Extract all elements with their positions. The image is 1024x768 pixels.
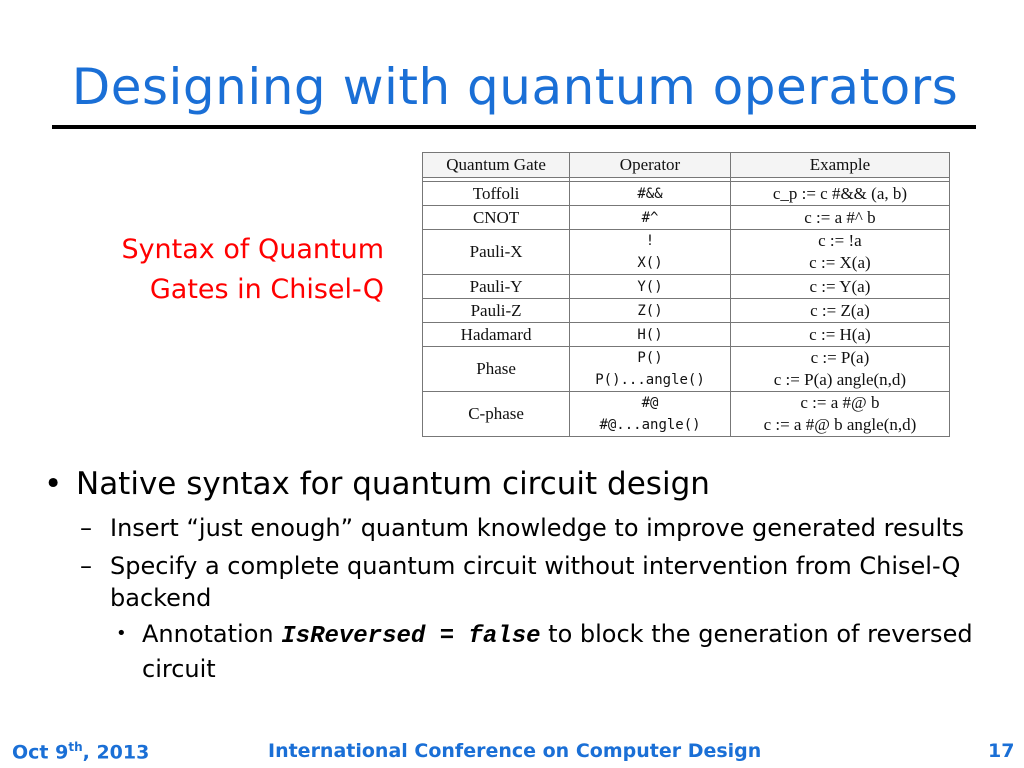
- example-cell: [730, 182, 949, 206]
- example-cell: [730, 230, 949, 275]
- table-row: [423, 299, 950, 323]
- example-line: c := Y(a): [809, 276, 871, 296]
- example-line: c_p := c #&& (a, b): [772, 183, 908, 203]
- example-line: c := a #@ b: [800, 393, 880, 412]
- table-row: [423, 206, 950, 230]
- header-operator: Operator: [570, 153, 731, 178]
- gate-name-cell: Pauli-X: [423, 230, 570, 275]
- operator-cell: [570, 323, 731, 347]
- table-row: [423, 182, 950, 206]
- example-line: c := !a: [818, 231, 862, 250]
- operator-line: H(): [637, 326, 663, 343]
- gate-name-cell: Pauli-Z: [423, 299, 570, 323]
- title-underline: [52, 125, 976, 129]
- footer-date-prefix: Oct 9: [12, 741, 69, 764]
- example-line: c := a #@ b angle(n,d): [763, 415, 917, 434]
- gate-name-cell: Pauli-Y: [423, 275, 570, 299]
- table-row: [423, 275, 950, 299]
- footer-conference: International Conference on Computer Design: [268, 740, 762, 762]
- table-row: [423, 392, 950, 437]
- operator-cell: [570, 182, 731, 206]
- bullet-native-syntax: • Native syntax for quantum circuit design: [44, 466, 710, 502]
- example-line: c := Z(a): [810, 300, 870, 320]
- slide-title: Designing with quantum operators: [71, 58, 959, 116]
- example-cell: [730, 206, 949, 230]
- annotation-code: IsReversed = false: [281, 623, 541, 650]
- example-line: c := P(a) angle(n,d): [773, 370, 907, 389]
- footer-date: [12, 740, 149, 763]
- operator-line: Y(): [637, 278, 663, 295]
- gate-name-cell: Toffoli: [423, 182, 570, 206]
- sub-sub-bullet-annotation: • Annotation IsReversed = false to block the generation of reversed circuit: [116, 620, 973, 683]
- operator-cell: [570, 206, 731, 230]
- example-cell: [730, 392, 949, 437]
- bullet-text: Native syntax for quantum circuit design: [76, 466, 710, 502]
- gate-name-cell: Hadamard: [423, 323, 570, 347]
- operator-line: P(): [637, 350, 663, 366]
- table-row: [423, 323, 950, 347]
- operator-line: P()...angle(): [595, 372, 705, 388]
- table-row: [423, 230, 950, 275]
- gate-name-cell: Phase: [423, 347, 570, 392]
- operator-line: #@: [641, 395, 659, 411]
- operator-line: !: [645, 233, 655, 249]
- gate-name-cell: CNOT: [423, 206, 570, 230]
- quantum-gates-table: [422, 152, 950, 437]
- gate-name-cell: C-phase: [423, 392, 570, 437]
- sub-bullet-text: Specify a complete quantum circuit without intervention from Chisel-Q backend: [110, 552, 961, 612]
- operator-line: X(): [637, 255, 663, 271]
- header-example: Example: [730, 153, 949, 178]
- operator-line: Z(): [637, 302, 663, 319]
- example-cell: [730, 275, 949, 299]
- header-quantum-gate: Quantum Gate: [423, 153, 570, 178]
- operator-cell: [570, 347, 731, 392]
- sub-bullet-insert-knowledge: – Insert “just enough” quantum knowledge to improve generated results: [80, 514, 965, 542]
- footer-date-suffix: , 2013: [82, 741, 150, 764]
- bullet-list: [44, 462, 1004, 685]
- example-cell: [730, 323, 949, 347]
- operator-line: #^: [641, 209, 659, 226]
- table-caption: [60, 230, 384, 310]
- footer-date-sup: th: [68, 740, 83, 754]
- operator-cell: [570, 299, 731, 323]
- example-cell: [730, 299, 949, 323]
- operator-cell: [570, 392, 731, 437]
- caption-line-1: Syntax of Quantum: [121, 234, 384, 265]
- footer-page-number: 17: [988, 740, 1015, 762]
- operator-cell: [570, 275, 731, 299]
- example-line: c := P(a): [810, 348, 870, 367]
- example-cell: [730, 347, 949, 392]
- sub-bullet-specify-circuit: – Specify a complete quantum circuit without intervention from Chisel-Q backend: [80, 552, 961, 612]
- sub-bullet-text: Insert “just enough” quantum knowledge to improve generated results: [110, 514, 965, 542]
- annotation-prefix: Annotation: [142, 620, 274, 648]
- example-line: c := X(a): [809, 253, 871, 272]
- annotation-suffix: to block the generation of reversed circuit: [142, 620, 973, 683]
- example-line: c := H(a): [809, 324, 871, 344]
- example-line: c := a #^ b: [804, 207, 876, 227]
- table-row: [423, 347, 950, 392]
- operator-line: #&&: [637, 185, 663, 202]
- caption-line-2: Gates in Chisel-Q: [149, 274, 384, 305]
- operator-cell: [570, 230, 731, 275]
- operator-line: #@...angle(): [599, 417, 701, 433]
